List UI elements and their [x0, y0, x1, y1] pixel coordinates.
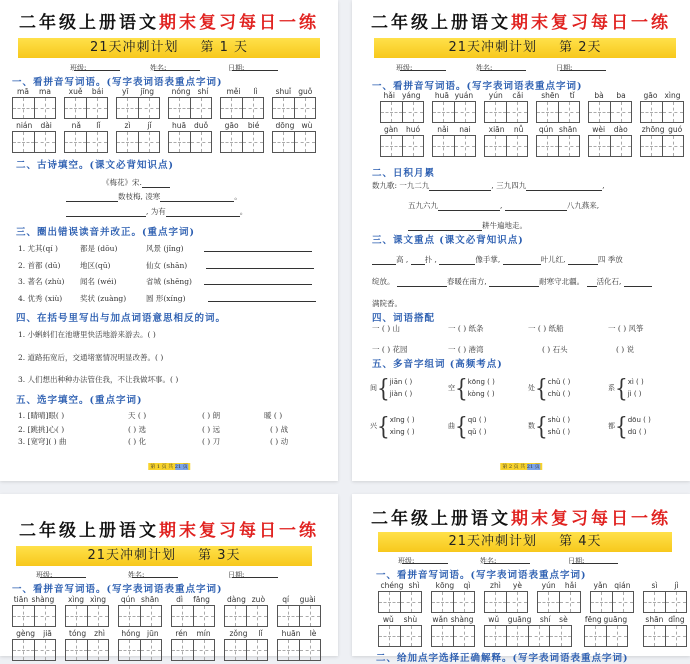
- writing-box[interactable]: [484, 591, 528, 613]
- section-heading-1: 一、看拼音写词语。(写字表词语表重点字词): [372, 81, 583, 92]
- collocation-row: 一 ( ) 山: [372, 324, 401, 333]
- answer-line[interactable]: [208, 293, 316, 302]
- polyphone-group: 兴 { xīng ( ) xìng ( ): [370, 411, 415, 441]
- brace-icon: {: [455, 373, 468, 403]
- answer-line[interactable]: [206, 260, 314, 269]
- writing-box[interactable]: [116, 131, 160, 153]
- poem-title: 《梅花》宋.: [102, 177, 170, 188]
- writing-box[interactable]: [171, 605, 215, 627]
- brace-icon: {: [377, 411, 390, 441]
- section-heading-1: 一、看拼音写词语。(写字表词语表重点字词): [376, 570, 587, 581]
- brace-icon: {: [535, 411, 548, 441]
- page-number: 第 2 页 共 21 页: [502, 464, 540, 470]
- worksheet-page-day-4: 二年级上册语文期末复习每日一练 21天冲刺计划 第 4天 班级: 姓名: 日期: 一、看拼音写词语。(写字表词语表重点字词) chéng shì kōng qì zhì yè yún hǎi yǎn qián sì jì wǔ shù wǎn shàng wǔ guāng shí sè fēng guāng shān dǐng 二、给加点字选择正确解释。(写字表词语表重点字词): [352, 494, 690, 656]
- jiujiu-line-1: 数九歌: 一九二九 , 三九四九 ,: [372, 181, 605, 190]
- jiujiu-line-3: 耕牛遍地走。: [408, 220, 527, 231]
- writing-box[interactable]: [378, 591, 422, 613]
- polyphone-group: 数 { shù ( ) shǔ ( ): [528, 411, 571, 441]
- writing-box[interactable]: [431, 591, 475, 613]
- writing-box[interactable]: [277, 639, 321, 661]
- worksheet-title: 二年级上册语文期末复习每日一练: [371, 509, 671, 529]
- writing-box[interactable]: [380, 135, 424, 157]
- pinyin-grid-row: mā ma xuě bái yī jīng nóng shí měi lì shuǐ guǒ: [12, 86, 328, 120]
- writing-box[interactable]: [640, 135, 684, 157]
- writing-box[interactable]: [432, 101, 476, 123]
- section-heading-4: 四、词语搭配: [372, 313, 436, 324]
- writing-box[interactable]: [12, 97, 56, 119]
- choose-row: 1. [睛晴]眼( ): [18, 411, 65, 420]
- writing-box[interactable]: [380, 101, 424, 123]
- pinyin-grid-row: wǔ shù wǎn shàng wǔ guāng shí sè fēng guāng shān dǐng: [378, 614, 680, 648]
- pinyin-grid-row: gàn huó nǎi nai xiān nǚ qún shān wèi dào zhōng guó: [380, 124, 680, 158]
- pronunciation-row: 2. 首都 (dū): [18, 261, 61, 270]
- section-heading-1: 一、看拼音写词语。(写字表词语表重点字词): [12, 77, 223, 88]
- plan-banner: 21天冲刺计划 第 1 天: [18, 38, 320, 58]
- plan-banner: 21天冲刺计划 第 4天: [378, 532, 672, 552]
- worksheet-title: 二年级上册语文期末复习每日一练: [19, 13, 319, 33]
- brace-icon: {: [615, 373, 628, 403]
- writing-box[interactable]: [168, 97, 212, 119]
- poem-line-2: , 为有 。: [66, 206, 247, 217]
- section-heading-5: 五、选字填空。(重点字词): [16, 395, 143, 406]
- antonym-question: 2. 道路拓宽后，交通堵塞情况明显改善。( ): [18, 353, 164, 362]
- choose-row: 2. [跳挑]心( ): [18, 425, 65, 434]
- antonym-question: 1. 小蝌蚪们在池塘里快活地游来游去。( ): [18, 330, 156, 339]
- writing-box[interactable]: [64, 97, 108, 119]
- writing-box[interactable]: [536, 101, 580, 123]
- brace-icon: {: [377, 373, 390, 403]
- writing-box[interactable]: [118, 639, 162, 661]
- writing-box[interactable]: [64, 131, 108, 153]
- pinyin-grid-row: hǎi yáng huā yuán yún cǎi shēn tǐ bà ba gāo xìng: [380, 90, 680, 124]
- pinyin-grid-row: gèng jiā tóng zhì hóng jūn rén mín zǒng lǐ huān lè: [12, 628, 328, 662]
- section-heading-3: 三、圈出错误读音并改正。(重点字词): [16, 227, 195, 238]
- writing-box[interactable]: [640, 101, 684, 123]
- writing-box[interactable]: [378, 625, 422, 647]
- jiujiu-line-2: 五九六九 , 八九燕来,: [408, 201, 600, 210]
- keypoint-line-2: 绽放。 春暖在南方, 耐寒守北疆。 活化石,: [372, 276, 652, 287]
- pinyin-grid-row: chéng shì kōng qì zhì yè yún hǎi yǎn qián sì jì: [378, 580, 680, 614]
- writing-box[interactable]: [12, 605, 56, 627]
- writing-box[interactable]: [224, 605, 268, 627]
- writing-box[interactable]: [537, 591, 581, 613]
- writing-box[interactable]: [588, 101, 632, 123]
- writing-box[interactable]: [431, 625, 475, 647]
- writing-box[interactable]: [220, 97, 264, 119]
- writing-box[interactable]: [168, 131, 212, 153]
- writing-box[interactable]: [118, 605, 162, 627]
- writing-box[interactable]: [643, 591, 687, 613]
- polyphone-group: 曲 { qū ( ) qǔ ( ): [448, 411, 487, 441]
- pinyin-grid-row: nián dài nǎ lǐ zì jǐ huā duǒ gāo bié dōng wù: [12, 120, 328, 154]
- writing-box[interactable]: [590, 591, 634, 613]
- writing-box[interactable]: [484, 135, 528, 157]
- section-heading-2: 二、给加点字选择正确解释。(写字表词语表重点字词): [376, 653, 629, 664]
- pronunciation-row: 3. 著名 (zhù): [18, 277, 65, 286]
- antonym-question: 3. 人们想出种种办法管住我，不让我做坏事。( ): [18, 375, 179, 384]
- page-number: 第 1 页 共 21 页: [150, 464, 188, 470]
- section-heading-2: 二、日积月累: [372, 168, 436, 179]
- collocation-row: 一 ( ) 花园: [372, 345, 408, 354]
- writing-box[interactable]: [65, 605, 109, 627]
- writing-box[interactable]: [12, 131, 56, 153]
- section-heading-1: 一、看拼音写词语。(写字表词语表重点字词): [12, 584, 223, 595]
- writing-box[interactable]: [272, 131, 316, 153]
- writing-box[interactable]: [12, 639, 56, 661]
- pronunciation-row: 1. 尤其(qí ): [18, 244, 58, 253]
- pronunciation-row: 4. 优秀 (xiù): [18, 294, 63, 303]
- writing-box[interactable]: [272, 97, 316, 119]
- brace-icon: {: [535, 373, 548, 403]
- plan-banner: 21天冲刺计划 第 3天: [16, 546, 312, 566]
- writing-box[interactable]: [116, 97, 160, 119]
- writing-box[interactable]: [432, 135, 476, 157]
- poem-line-1: 数枝梅, 凌寒 。: [66, 191, 242, 202]
- section-heading-2: 二、古诗填空。(课文必背知识点): [16, 160, 174, 171]
- plan-banner: 21天冲刺计划 第 2天: [374, 38, 676, 58]
- polyphone-group: 处 { chǔ ( ) chù ( ): [528, 373, 571, 403]
- writing-box[interactable]: [224, 639, 268, 661]
- writing-box[interactable]: [277, 605, 321, 627]
- answer-line[interactable]: [204, 276, 312, 285]
- pinyin-grid-row: tiān shàng xìng xìng qún shān dì fāng dàng zuò qí guài: [12, 594, 328, 628]
- answer-line[interactable]: [204, 243, 312, 252]
- writing-box[interactable]: [220, 131, 264, 153]
- writing-box[interactable]: [484, 625, 572, 647]
- writing-box[interactable]: [65, 639, 109, 661]
- worksheet-title: 二年级上册语文期末复习每日一练: [19, 521, 319, 541]
- worksheet-page-day-2: 二年级上册语文期末复习每日一练 21天冲刺计划 第 2天 班级: 姓名: 日期: 一、看拼音写词语。(写字表词语表重点字词) hǎi yáng huā yuán yún cǎi shēn tǐ bà ba gāo xìng gàn huó nǎi nai xiān nǚ qún shān wèi dào zhōng guó 二、日积月累 数九歌: 一九二九 , 三九四九 , 五九六九 , 八九燕来, 耕牛遍地走。 三、课文重点 (课文必背知识点) 高 , 扑 , 像手掌, 叶儿红, 四 季放 绽放。 春暖在南方, 耐寒守北疆。 活化石, 满院香。 四、词语搭配 一 ( ) 山 一 ( ) 纸条 一 ( ) 纸船 一 ( ) 风筝 一 ( ) 花园 一 ( ) 港湾 ( ) 石头 ( ) 说 五、多音字组词 (高频考点) 间 { jiān ( ) jiàn ( ) 空 { kōng ( ) kòng ( ) 处 { chǔ ( ) chù ( ) 系 { xì ( ) jì ( ) 兴 { xīng ( ) xìng ( ) 曲 { qū ( ) qǔ ( ) 数 { shù ( ) shǔ ( ) 都 { dōu ( ) dū ( ) 第 2 页 共 21 页: [352, 0, 690, 481]
- writing-box[interactable]: [584, 625, 628, 647]
- polyphone-group: 空 { kōng ( ) kòng ( ): [448, 373, 495, 403]
- keypoint-line-1: 高 , 扑 , 像手掌, 叶儿红, 四 季放: [372, 254, 623, 265]
- section-heading-5: 五、多音字组词 (高频考点): [372, 359, 503, 370]
- polyphone-group: 都 { dōu ( ) dū ( ): [608, 411, 651, 441]
- brace-icon: {: [455, 411, 468, 441]
- worksheet-page-day-3: 二年级上册语文期末复习每日一练 21天冲刺计划 第 3天 班级: 姓名: 日期: 一、看拼音写词语。(写字表词语表重点字词) tiān shàng xìng xìng qún shān dì fāng dàng zuò qí guài gèng jiā tóng zhì hóng jūn rén mín zǒng lǐ huān lè: [0, 494, 338, 656]
- worksheet-title: 二年级上册语文期末复习每日一练: [371, 13, 671, 33]
- writing-box[interactable]: [484, 101, 528, 123]
- choose-row: 3. [宽穹]( ) 曲: [18, 437, 67, 446]
- polyphone-group: 间 { jiān ( ) jiàn ( ): [370, 373, 413, 403]
- polyphone-group: 系 { xì ( ) jì ( ): [608, 373, 644, 403]
- writing-box[interactable]: [643, 625, 687, 647]
- writing-box[interactable]: [536, 135, 580, 157]
- keypoint-line-3: 满院香。: [372, 299, 402, 308]
- writing-box[interactable]: [171, 639, 215, 661]
- section-heading-4: 四、在括号里写出与加点词语意思相反的词。: [16, 313, 227, 324]
- section-heading-3: 三、课文重点 (课文必背知识点): [372, 235, 524, 246]
- worksheet-page-day-1: 二年级上册语文期末复习每日一练 21天冲刺计划 第 1 天 班级: 姓名: 日期: 一、看拼音写词语。(写字表词语表重点字词) mā ma xuě bái yī jīng nóng shí měi lì shuǐ guǒ nián dài nǎ lǐ zì jǐ huā duǒ gāo bié dōng wù 二、古诗填空。(课文必背知识点) 《梅花》宋. 数枝梅, 凌寒 。 , 为有 。 三、圈出错误读音并改正。(重点字词) 1. 尤其(qí ) 都是 (dōu) 风景 (jǐng) 2. 首都 (dū) 地区(qū) 仙女 (shān) 3. 著名 (zhù) 闻名 (wéi) 省城 (shēng) 4. 优秀 (xiù) 奖状 (zuàng) 圆 形(xíng) 四、在括号里写出与加点词语意思相反的词。 1. 小蝌蚪们在池塘里快活地游来游去。( ) 2. 道路拓宽后，交通堵塞情况明显改善。( ) 3. 人们想出种种办法管住我，不让我做坏事。( ) 五、选字填空。(重点字词) 1. [睛晴]眼( ) 天 ( ) ( ) 朗 暖 ( ) 2. [跳挑]心( ) ( ) 选 ( ) 远 ( ) 战 3. [宽穹]( ) 曲 ( ) 化 ( ) 刀 ( ) 动 第 1 页 共 21 页: [0, 0, 338, 481]
- writing-box[interactable]: [588, 135, 632, 157]
- brace-icon: {: [615, 411, 628, 441]
